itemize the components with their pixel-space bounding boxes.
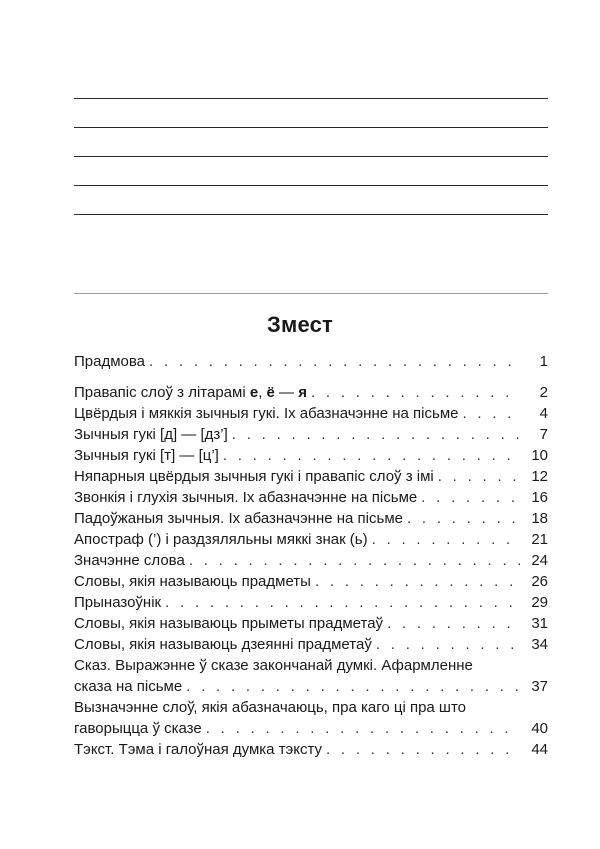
- toc-entry-title: Значэнне слова: [74, 552, 185, 569]
- table-of-contents: [74, 351, 548, 760]
- toc-entry-page: 1: [539, 353, 548, 370]
- toc-entry[interactable]: [74, 550, 548, 571]
- page-title: Змест: [266, 312, 333, 337]
- writing-line: [74, 185, 548, 186]
- toc-entry-title: сказа на пісьме: [74, 678, 183, 695]
- toc-entry-title: Словы, якія называюць прадметы: [74, 573, 311, 590]
- toc-entry-page: 2: [539, 384, 548, 401]
- leader-dots: [326, 739, 520, 760]
- writing-line: [74, 156, 548, 157]
- writing-line: [74, 127, 548, 128]
- toc-entry-title: Прадмова: [74, 353, 146, 370]
- leader-dots: [387, 613, 520, 634]
- toc-entry[interactable]: [74, 382, 548, 403]
- toc-entry-title: Прыназоўнік: [74, 594, 162, 611]
- leader-dots: [232, 424, 520, 445]
- toc-entry-page: 16: [531, 489, 548, 506]
- leader-dots: [421, 487, 520, 508]
- writing-line: [74, 214, 548, 215]
- toc-entry-title: Падоўжаныя зычныя. Іх абазначэнне на пісьме: [74, 510, 403, 527]
- toc-entry-title: Зычныя гукі [д] — [дз’]: [74, 426, 228, 443]
- toc-entry[interactable]: [74, 592, 548, 613]
- toc-entry-page: 34: [531, 636, 548, 653]
- toc-entry[interactable]: [74, 403, 548, 424]
- toc-entry[interactable]: [74, 445, 548, 466]
- writing-line: [74, 98, 548, 99]
- leader-dots: [438, 466, 520, 487]
- toc-entry[interactable]: [74, 739, 548, 760]
- toc-entry-title: Няпарныя цвёрдыя зычныя гукі і правапіс слоў з імі: [74, 468, 434, 485]
- toc-entry-page: 4: [539, 405, 548, 422]
- toc-entry[interactable]: [74, 655, 548, 697]
- leader-dots: [223, 445, 520, 466]
- toc-entry-page: 24: [531, 552, 548, 569]
- toc-entry-title-line1: Сказ. Выражэнне ў сказе закончанай думкі. Афармленне: [74, 657, 473, 674]
- leader-dots: [206, 718, 520, 739]
- leader-dots: [315, 571, 520, 592]
- toc-entry[interactable]: [74, 487, 548, 508]
- leader-dots: [311, 382, 520, 403]
- toc-entry-page: 37: [531, 678, 548, 695]
- toc-entry-title: Звонкія і глухія зычныя. Іх абазначэнне на пісьме: [74, 489, 418, 506]
- toc-entry[interactable]: [74, 466, 548, 487]
- leader-dots: [372, 529, 520, 550]
- section-divider: [74, 293, 548, 294]
- toc-entry[interactable]: [74, 571, 548, 592]
- toc-entry-page: 21: [531, 531, 548, 548]
- toc-entry-title: Словы, якія называюць дзеянні прадметаў: [74, 636, 372, 653]
- toc-entry-page: 26: [531, 573, 548, 590]
- toc-entry-page: 44: [531, 741, 548, 758]
- toc-entry-title: Тэкст. Тэма і галоўная думка тэксту: [74, 741, 322, 758]
- toc-entry[interactable]: [74, 613, 548, 634]
- toc-entry[interactable]: [74, 351, 548, 372]
- toc-entry-page: 40: [531, 720, 548, 737]
- toc-entry-title-line1: Вызначэнне слоў, якія абазначаюць, пра каго ці пра што: [74, 699, 466, 716]
- leader-dots: [462, 403, 520, 424]
- toc-entry[interactable]: [74, 634, 548, 655]
- toc-entry-title: Словы, якія называюць прыметы прадметаў: [74, 615, 384, 632]
- toc-entry[interactable]: [74, 508, 548, 529]
- toc-entry[interactable]: [74, 697, 548, 739]
- toc-entry-title: Цвёрдыя і мяккія зычныя гукі. Іх абазначэнне на пісьме: [74, 405, 459, 422]
- toc-entry-title: Правапіс слоў з літарамі е, ё — я: [74, 384, 307, 401]
- toc-entry-page: 12: [531, 468, 548, 485]
- toc-entry-title: Зычныя гукі [т] — [ц’]: [74, 447, 219, 464]
- toc-entry-page: 18: [531, 510, 548, 527]
- toc-entry-page: 29: [531, 594, 548, 611]
- leader-dots: [189, 550, 520, 571]
- toc-entry-page: 31: [531, 615, 548, 632]
- toc-entry-page: 7: [539, 426, 548, 443]
- toc-entry-page: 10: [531, 447, 548, 464]
- toc-entry[interactable]: [74, 529, 548, 550]
- leader-dots: [407, 508, 520, 529]
- leader-dots: [165, 592, 520, 613]
- toc-entry[interactable]: [74, 424, 548, 445]
- leader-dots: [376, 634, 520, 655]
- leader-dots: [149, 351, 520, 372]
- leader-dots: [186, 676, 520, 697]
- toc-entry-title: Апостраф (’) і раздзяляльны мяккі знак (ь): [74, 531, 368, 548]
- toc-entry-title: гаворыцца ў сказе: [74, 720, 202, 737]
